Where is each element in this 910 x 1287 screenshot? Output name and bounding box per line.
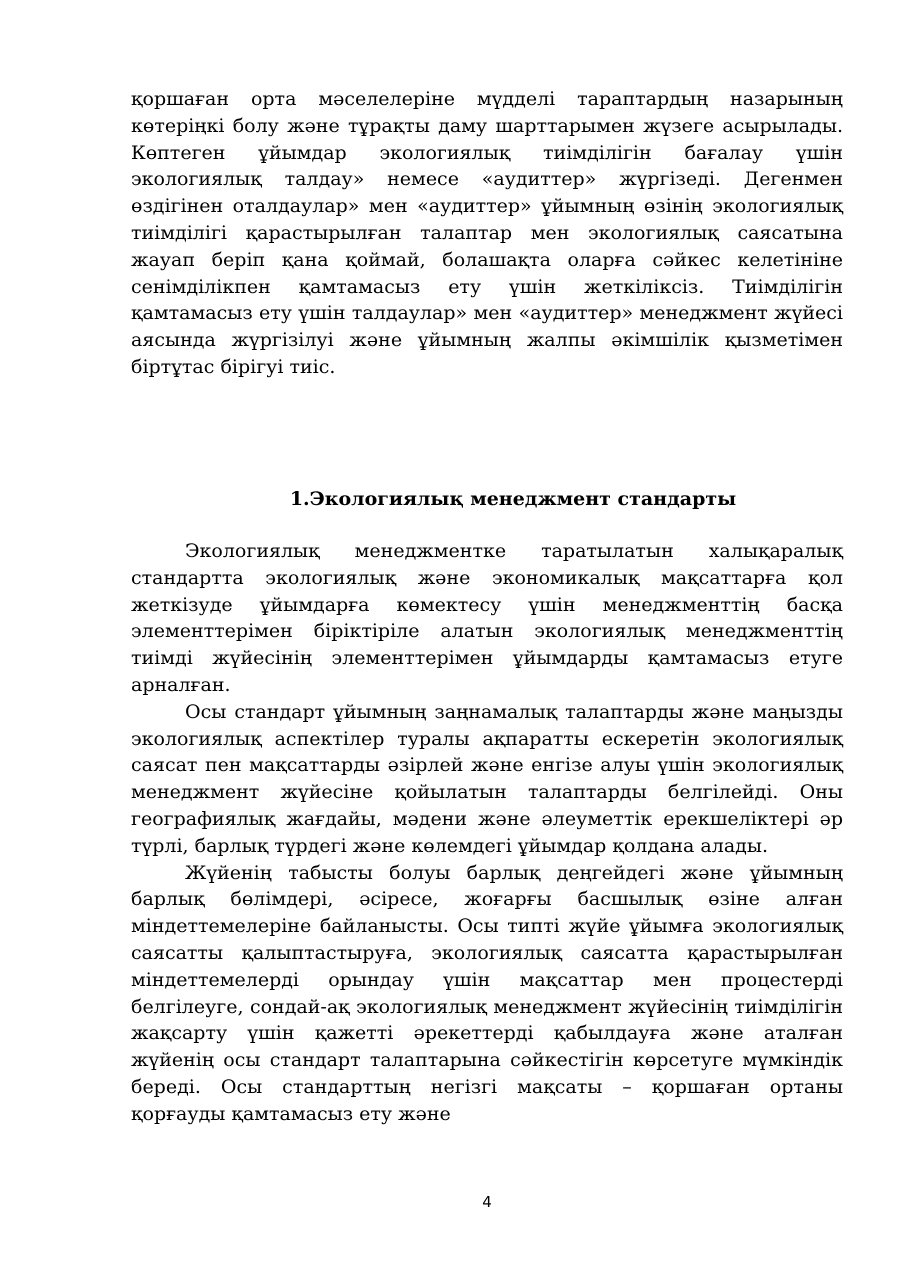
intro-paragraph: қоршаған орта мәселелеріне мүдделі тараптардың назарының көтеріңкі болу және тұрақты даму шарттарымен жүзеге асырылады. Көптеген ұйымдар экологиялық тиімділігін бағалау үшін экологиялық талдау» немесе «аудиттер» жүргізеді. Дегенмен өздігінен оталдаулар» мен «аудиттер» ұйымның өзінің экологиялық тиімділігі қарастырылған талаптар мен экологиялық саясатына жауап беріп қана қоймай, болашақта оларға сәйкес келетініне сенімділікпен қамтамасыз ету үшін жеткіліксіз. Тиімділігін қамтамасыз ету үшін талдаулар» мен «аудиттер» менеджмент жүйесі аясында жүргізілуі және ұйымның жалпы әкімшілік қызметімен біртұтас бірігуі тиіс. bbox=[131, 88, 843, 378]
body-paragraph-2: Осы стандарт ұйымның заңнамалық талаптарды және маңызды экологиялық аспектілер туралы ақпаратты ескеретін экологиялық саясат пен мақсаттарды әзірлей және енгізе алуы үшін экологиялық менеджмент жүйесіне қойылатын талаптарды белгілейді. Оны географиялық жағдайы, мәдени және әлеуметтік ерекшеліктері әр түрлі, барлық түрдегі және көлемдегі ұйымдар қолдана алады. bbox=[131, 700, 843, 857]
intro-text bbox=[131, 86, 843, 381]
body-text bbox=[131, 538, 843, 1128]
body-paragraph-1: Экологиялық менеджментке таратылатын халықаралық стандартта экологиялық және экономикалық мақсаттарға қол жеткізуде ұйымдарға көмектесу үшін менеджменттің басқа элементтерімен біріктіріле алатын экологиялық менеджменттің тиімді жүйесінің элементтерімен ұйымдарды қамтамасыз етуге арналған. bbox=[131, 540, 843, 696]
body-paragraph-3: Жүйенің табысты болуы барлық деңгейдегі және ұйымның барлық бөлімдері, әсіресе, жоғарғы басшылық өзіне алған міндеттемелеріне байланысты. Осы типті жүйе ұйымға экологиялық саясатты қалыптастыруға, экологиялық саясатта қарастырылған міндеттемелерді орындау үшін мақсаттар мен процестерді белгілеуге, сондай-ақ экологиялық менеджмент жүйесінің тиімділігін жақсарту үшін қажетті әрекеттерді қабылдауға және аталған жүйенің осы стандарт талаптарына сәйкестігін көрсетуге мүмкіндік береді. Осы стандарттың негізгі мақсаты – қоршаған ортаны қорғауды қамтамасыз ету және bbox=[131, 861, 843, 1125]
page-number: 4 bbox=[482, 1193, 492, 1211]
section-heading: 1.Экологиялық менеджмент стандарты bbox=[289, 488, 737, 510]
